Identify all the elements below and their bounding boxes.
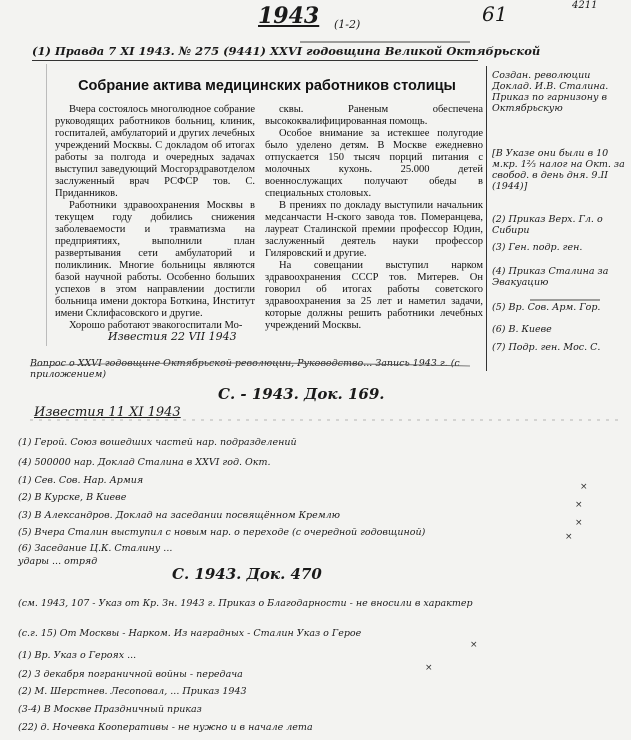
handwritten-line: (4) 500000 нар. Доклад Сталина в XXVI год. Окт. (18, 457, 271, 468)
paragraph: В прениях по докладу выступили начальник медсанчасти Н-ского завода тов. Померанцева, лауреат Сталинской премии профессор Юдин, заслуженный деятель науки профессор Гиляровский и другие. (265, 200, 483, 259)
document-reference: С. 1943. Док. 470 (172, 565, 322, 583)
handwritten-line: (с.г. 15) От Москвы - Нарком. Из наградных - Сталин Указ о Герое (18, 628, 362, 639)
source-citation: (1) Правда 7 XI 1943. № 275 (9441) XXVI годовщина Великой Октябрьской (32, 44, 478, 61)
document-reference: С. - 1943. Док. 169. (218, 385, 385, 403)
side-note: [В Указе они были в 10 м.кр. 1⅔ налог на Окт. за свобод. в день дня. 9.II (1944)] (492, 148, 625, 192)
page-number: 61 (482, 2, 508, 26)
tick-mark: × (565, 532, 573, 542)
handwritten-line: (1) Вр. Указ о Героях ... (18, 650, 137, 661)
side-note: (7) Подр. ген. Мос. С. (492, 342, 601, 353)
tick-mark: × (575, 518, 583, 528)
side-note: Создан. революции Доклад. И.В. Сталина. Приказ по гарнизону в Октябрьскую (492, 70, 609, 114)
article-title: Собрание актива медицинских работников столицы (78, 78, 456, 94)
handwritten-line: (2) 3 декабря пограничной войны - передача (18, 669, 243, 680)
tick-mark: × (470, 640, 478, 650)
paragraph: Особое внимание за истекшее полугодие было уделено детям. В Москве ежедневно отпускается 150 тысяч порций питания с молочных кухонь. 25.000 детей военнослужащих получают обеды в специальных столовых. (265, 128, 483, 199)
handwritten-line: (2) М. Шерстнев. Лесоповал, ... Приказ 1943 (18, 686, 247, 697)
tick-mark: × (425, 663, 433, 673)
handwritten-date: Известия 11 XI 1943 (34, 405, 181, 420)
paragraph: Работники здравоохранения Москвы в текущем году добились снижения заболеваемости и травматизма на предприятиях, выполнили план развертывания сети амбулаторий и поликлиник. Многие больницы являются базой научной работы. Особенно больших успехов в этом направлении достигли больница имени доктора Боткина, Институт имени Склифасовского и другие. (55, 200, 255, 319)
side-note: (5) Вр. Сов. Арм. Гор. (492, 302, 601, 313)
paragraph: Хорошо работают эвакогоспитали Мо- (69, 320, 243, 331)
tick-mark: × (575, 500, 583, 510)
handwritten-line: (3) В Александров. Доклад на заседании посвящённом Кремлю (18, 510, 341, 521)
handwritten-line: (1) Сев. Сов. Нар. Армия (18, 475, 144, 486)
handwritten-line: (2) В Курске, В Киеве (18, 492, 127, 503)
tick-mark: × (580, 482, 588, 492)
year-subnote: (1-2) (334, 18, 361, 31)
year-heading: 1943 (258, 3, 320, 29)
handwritten-line: (см. 1943, 107 - Указ от Кр. Зн. 1943 г. Приказ о Благодарности - не вносили в характер (18, 598, 473, 609)
side-note: (6) В. Киеве (492, 324, 552, 335)
handwritten-line: (1) Герой. Союз вошедших частей нар. подразделений (18, 437, 297, 448)
side-note: (2) Приказ Верх. Гл. о Сибири (492, 214, 603, 236)
handwritten-line: (22) д. Ночевка Кооперативы - не нужно и в начале лета (18, 722, 313, 733)
paragraph: сквы. Раненым обеспечена высококвалифицированная помощь. (265, 104, 483, 127)
handwritten-line: (3-4) В Москве Праздничный приказ (18, 704, 202, 715)
side-note: (3) Ген. подр. ген. (492, 242, 583, 253)
handwritten-date: Известия 22 VII 1943 (108, 330, 237, 343)
handwritten-line: (6) Заседание Ц.К. Сталину ... (18, 543, 173, 554)
handwritten-note: Вопрос о XXVI годовщине Октябрьской революции, Руководство... Запись 1943 г. (с приложением) (30, 358, 460, 380)
handwritten-line: (5) Вчера Сталин выступил с новым нар. о переходе (с очередной годовщиной) (18, 527, 426, 538)
side-note: (4) Приказ Сталина за Эвакуацию (492, 266, 609, 288)
archive-number: 4211 (572, 0, 598, 11)
paragraph: Вчера состоялось многолюдное собрание руководящих работников больниц, клиник, госпиталей, амбулаторий и других лечебных учреждений Москвы. С докладом об итогах работы за полгода и очередных задачах выступил заведующий Мосгорздравотделом заслуженный врач РСФСР тов. С. Приданников. (55, 104, 255, 199)
paragraph: На совещании выступил нарком здравоохранения СССР тов. Митерев. Он говорил об итогах работы советского здравоохранения за 25 лет и наметил задачи, которые должны решить работники лечебных учреждений Москвы. (265, 260, 483, 331)
handwritten-line: удары ... отряд (18, 556, 98, 567)
